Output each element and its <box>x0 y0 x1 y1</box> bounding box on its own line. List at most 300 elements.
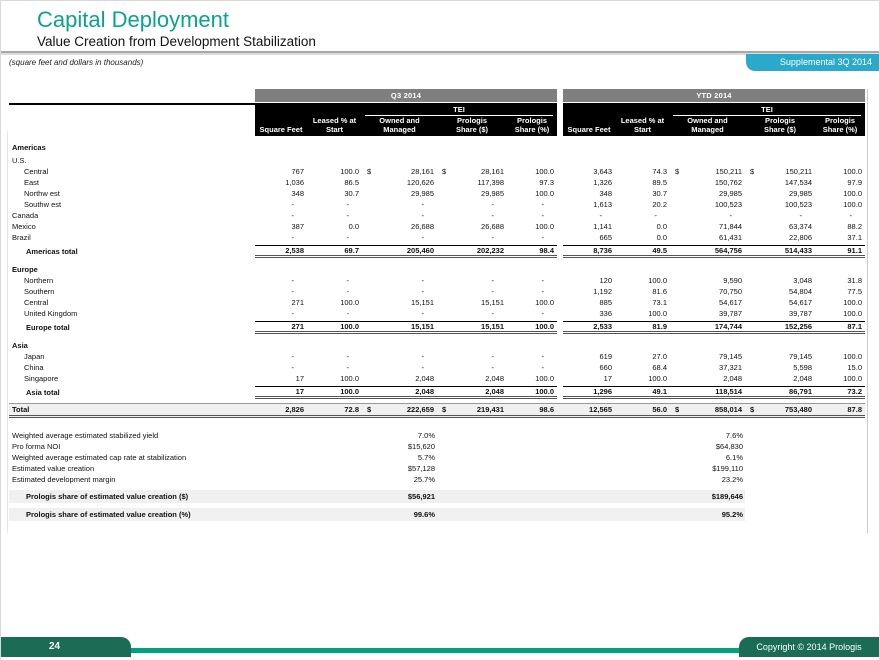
cell-q3-owned: - <box>421 200 424 209</box>
cell-ytd-owned: 100,523 <box>714 200 742 209</box>
group-bars <box>9 89 865 102</box>
cell-ytd-leased: 0.0 <box>656 222 667 231</box>
cell-ytd-share-percent: 37.1 <box>847 233 862 242</box>
tei-header: TEI <box>673 105 861 116</box>
cell-q3-owned: - <box>421 363 424 372</box>
column-header-band <box>9 103 865 136</box>
cell-ytd-share-percent: 97.9 <box>847 178 862 187</box>
table-row <box>9 308 865 319</box>
metric-row <box>9 441 745 452</box>
cell-q3-share-dollars: 2,048 <box>485 374 504 383</box>
table-body <box>9 142 865 418</box>
row-label: Northern <box>24 276 54 285</box>
cell-q3-square-feet: 271 <box>255 321 307 334</box>
cell-ytd-owned: 39,787 <box>719 309 742 318</box>
col-header-line: Managed <box>691 124 724 134</box>
cell-ytd-square-feet: 2,533 <box>563 321 615 334</box>
cell-q3-square-feet: 767 <box>291 167 304 176</box>
cell-ytd-owned: 71,844 <box>719 222 742 231</box>
col-header-line: Square Feet <box>259 124 303 134</box>
metric-q3-value: $56,921 <box>407 492 435 501</box>
metric-ytd-value: $199,110 <box>712 464 743 473</box>
table-header <box>9 89 865 136</box>
cell-ytd-share-dollars: 39,787 <box>789 309 812 318</box>
cell-q3-share-percent: - <box>541 363 544 372</box>
supplemental-ribbon: Supplemental 3Q 2014 <box>746 54 879 71</box>
metric-label: Estimated development margin <box>12 475 116 484</box>
cell-q3-owned: - <box>421 276 424 285</box>
cell-q3-leased: - <box>346 200 349 209</box>
row-label: Total <box>12 405 30 414</box>
metric-row <box>9 508 745 521</box>
cell-ytd-square-feet: - <box>599 211 602 220</box>
cell-ytd-share-dollars: 514,433 <box>745 245 815 258</box>
cell-ytd-owned: 9,590 <box>723 276 742 285</box>
cell-ytd-share-percent: 100.0 <box>843 200 862 209</box>
cell-q3-share-dollars: 117,398 <box>477 178 504 187</box>
cell-q3-square-feet: 2,826 <box>285 405 304 414</box>
metrics-body <box>9 430 865 521</box>
cell-ytd-square-feet: 1,296 <box>563 386 615 399</box>
metric-label: Weighted average estimated stabilized yield <box>12 431 159 440</box>
table-row <box>9 166 865 177</box>
cell-ytd-leased: 27.0 <box>652 352 667 361</box>
cell-ytd-share-percent: 100.0 <box>843 352 862 361</box>
tei-header: TEI <box>365 105 553 116</box>
row-label: East <box>24 178 40 187</box>
cell-ytd-owned: 70,750 <box>719 287 742 296</box>
cell-q3-owned: 29,985 <box>411 189 434 198</box>
cell-q3-owned <box>362 405 437 414</box>
cell-q3-owned: - <box>421 233 424 242</box>
header-divider <box>1 51 880 53</box>
cell-q3-square-feet: - <box>291 211 294 220</box>
cell-q3-share-dollars: - <box>491 352 494 361</box>
col-header-line: Start <box>325 124 344 134</box>
cell-ytd-square-feet: 665 <box>599 233 612 242</box>
col-header-line: Prologis <box>456 116 487 125</box>
group-bar-q3: Q3 2014 <box>255 89 557 102</box>
page-title: Capital Deployment <box>37 7 229 32</box>
cell-q3-share-dollars: 15,151 <box>481 298 504 307</box>
cell-ytd-share-percent: 87.8 <box>847 405 862 414</box>
table-row <box>9 275 865 286</box>
cell-ytd-share-dollars: 63,374 <box>789 222 812 231</box>
dollar-sign: $ <box>675 405 680 414</box>
metric-q3-value: 25.7% <box>413 475 435 484</box>
row-label: United Kingdom <box>24 309 78 318</box>
cell-ytd-owned: 54,617 <box>719 298 742 307</box>
cell-ytd-share-percent: - <box>849 211 852 220</box>
cell-ytd-leased: 49.5 <box>615 245 670 258</box>
row-label: Northw est <box>24 189 60 198</box>
dollar-sign: $ <box>750 167 755 176</box>
cell-ytd-square-feet: 17 <box>603 374 612 383</box>
cell-ytd-square-feet: 336 <box>599 309 612 318</box>
row-label: U.S. <box>12 156 27 165</box>
cell-q3-owned: 26,688 <box>411 222 434 231</box>
cell-q3-owned: 205,460 <box>362 245 437 258</box>
cell-q3-share-dollars: 202,232 <box>437 245 507 258</box>
cell-ytd-share-dollars <box>745 167 815 176</box>
cell-ytd-square-feet: 1,613 <box>593 200 612 209</box>
group-bar-spacer <box>9 89 255 102</box>
table-row <box>9 142 865 153</box>
left-edge-line <box>7 131 8 533</box>
cell-ytd-share-percent: 91.1 <box>815 245 865 258</box>
cell-q3-square-feet: - <box>291 200 294 209</box>
cell-ytd-square-feet: 120 <box>599 276 612 285</box>
table-row <box>9 221 865 232</box>
cell-ytd-share-dollars: 54,804 <box>789 287 812 296</box>
cell-ytd-square-feet: 3,643 <box>593 167 612 176</box>
col-header-square-feet <box>255 116 307 136</box>
table-row <box>9 340 865 351</box>
metric-ytd-value: 7.6% <box>725 431 743 440</box>
cell-q3-share-dollars: - <box>491 211 494 220</box>
cell-q3-square-feet: - <box>291 287 294 296</box>
cell-value: 219,431 <box>476 405 504 414</box>
cell-ytd-leased: 89.5 <box>652 178 667 187</box>
cell-q3-share-dollars: 15,151 <box>437 321 507 334</box>
cell-q3-share-dollars: - <box>491 309 494 318</box>
table-row <box>9 351 865 362</box>
cell-q3-square-feet: 348 <box>291 189 304 198</box>
col-header-owned <box>362 116 437 136</box>
cell-q3-share-percent: 100.0 <box>535 189 554 198</box>
row-label: Asia total <box>26 388 60 397</box>
cell-q3-leased: 0.0 <box>348 222 359 231</box>
cell-q3-square-feet: 2,538 <box>255 245 307 258</box>
metric-q3-value: 5.7% <box>417 453 435 462</box>
cell-q3-owned: - <box>421 309 424 318</box>
cell-q3-leased: 100.0 <box>340 298 359 307</box>
col-header-line: Start <box>633 124 652 134</box>
row-label: Brazil <box>12 233 31 242</box>
metric-row <box>9 463 745 474</box>
row-label: China <box>24 363 44 372</box>
cell-q3-owned: 15,151 <box>411 298 434 307</box>
table-row <box>9 232 865 243</box>
metric-ytd-value: 95.2% <box>721 510 743 519</box>
cell-ytd-owned: - <box>729 211 732 220</box>
column-labels <box>563 116 865 136</box>
row-label: Canada <box>12 211 39 220</box>
cell-ytd-leased: 73.1 <box>652 298 667 307</box>
cell-q3-share-percent: - <box>541 200 544 209</box>
metric-label: Prologis share of estimated value creation ($) <box>26 492 189 501</box>
cell-q3-owned: 2,048 <box>362 386 437 399</box>
cell-q3-leased: 69.7 <box>307 245 362 258</box>
col-header-leased <box>615 116 670 136</box>
cell-q3-square-feet: 17 <box>295 374 304 383</box>
cell-ytd-leased: 81.6 <box>652 287 667 296</box>
cell-value: 150,211 <box>785 167 812 176</box>
cell-q3-share-dollars: - <box>491 363 494 372</box>
cell-q3-leased: - <box>346 233 349 242</box>
cell-q3-leased: - <box>346 287 349 296</box>
cell-ytd-square-feet: 885 <box>599 298 612 307</box>
dollar-sign: $ <box>442 167 447 176</box>
cell-q3-owned: 15,151 <box>362 321 437 334</box>
cell-q3-share-percent: - <box>541 352 544 361</box>
metric-label: Prologis share of estimated value creation (%) <box>26 510 191 519</box>
cell-q3-leased: - <box>346 309 349 318</box>
row-label: Americas <box>12 143 46 152</box>
cell-ytd-share-dollars: - <box>799 211 802 220</box>
cell-ytd-share-percent: 100.0 <box>843 309 862 318</box>
row-label: Southern <box>24 287 55 296</box>
metric-ytd-value: 6.1% <box>725 453 743 462</box>
metric-ytd-value: 23.2% <box>721 475 743 484</box>
cell-q3-square-feet: - <box>291 276 294 285</box>
cell-ytd-owned: 61,431 <box>719 233 742 242</box>
metric-row <box>9 430 745 441</box>
col-header-line: Managed <box>383 124 416 134</box>
metric-q3-value: 7.0% <box>417 431 435 440</box>
cell-ytd-square-feet: 619 <box>599 352 612 361</box>
cell-ytd-share-percent: 100.0 <box>843 298 862 307</box>
cell-q3-share-dollars: - <box>491 287 494 296</box>
cell-ytd-square-feet: 1,326 <box>593 178 612 187</box>
cell-ytd-square-feet: 660 <box>599 363 612 372</box>
cell-value: 28,161 <box>481 167 504 176</box>
cell-q3-square-feet: - <box>291 363 294 372</box>
cell-q3-share-percent: 100.0 <box>535 298 554 307</box>
cell-ytd-leased: 49.1 <box>615 386 670 399</box>
cell-q3-leased: 100.0 <box>340 374 359 383</box>
cell-q3-leased: 30.7 <box>344 189 359 198</box>
col-header-line: Prologis <box>824 116 855 125</box>
cell-q3-square-feet: 1,036 <box>285 178 304 187</box>
cell-q3-leased: - <box>346 276 349 285</box>
cell-ytd-share-dollars: 147,534 <box>784 178 812 187</box>
row-label: Southw est <box>24 200 62 209</box>
cell-ytd-square-feet: 1,141 <box>593 222 612 231</box>
col-header-leased <box>307 116 362 136</box>
cell-ytd-share-dollars <box>745 405 815 414</box>
cell-ytd-share-dollars: 5,598 <box>793 363 812 372</box>
dollar-sign: $ <box>675 167 680 176</box>
dollar-sign: $ <box>367 167 372 176</box>
page-subtitle: Value Creation from Development Stabilization <box>37 34 316 49</box>
table-row <box>9 373 865 384</box>
cell-ytd-share-dollars: 152,256 <box>745 321 815 334</box>
table-row <box>9 403 865 418</box>
metric-row <box>9 490 745 503</box>
cell-ytd-share-dollars: 3,048 <box>793 276 812 285</box>
col-header-owned <box>670 116 745 136</box>
cell-q3-leased: - <box>346 352 349 361</box>
cell-q3-share-dollars: 2,048 <box>437 386 507 399</box>
cell-q3-owned: 120,626 <box>406 178 434 187</box>
cell-value: 753,480 <box>784 405 812 414</box>
col-header-share-dollars <box>745 116 815 136</box>
cell-value: 222,659 <box>406 405 434 414</box>
cell-q3-share-percent: 98.6 <box>539 405 554 414</box>
cell-ytd-leased: - <box>654 211 657 220</box>
cell-q3-share-dollars <box>437 167 507 176</box>
cell-q3-share-percent: 98.4 <box>507 245 557 258</box>
cell-value: 150,211 <box>715 167 742 176</box>
table-row <box>9 188 865 199</box>
cell-q3-share-dollars: - <box>491 200 494 209</box>
cell-q3-share-dollars: - <box>491 233 494 242</box>
table-row <box>9 210 865 221</box>
table-row <box>9 245 865 258</box>
cell-ytd-owned: 564,756 <box>670 245 745 258</box>
dollar-sign: $ <box>442 405 447 414</box>
cell-ytd-leased: 20.2 <box>652 200 667 209</box>
row-label: Europe total <box>26 323 70 332</box>
col-header-line: Share (%) <box>514 124 550 134</box>
cell-ytd-share-percent: 87.1 <box>815 321 865 334</box>
cell-ytd-leased: 100.0 <box>648 276 667 285</box>
cell-q3-share-percent: 100.0 <box>507 386 557 399</box>
cell-q3-share-percent: 100.0 <box>535 167 554 176</box>
cell-q3-square-feet: - <box>291 309 294 318</box>
cell-ytd-share-dollars: 86,791 <box>745 386 815 399</box>
row-label: Europe <box>12 265 38 274</box>
cell-q3-square-feet: - <box>291 233 294 242</box>
cell-ytd-owned: 29,985 <box>719 189 742 198</box>
page-number: 24 <box>1 637 131 657</box>
cell-q3-owned: - <box>421 211 424 220</box>
col-header-line: Prologis <box>764 116 795 125</box>
row-label: Central <box>24 167 49 176</box>
col-header-line: Share (%) <box>822 124 858 134</box>
cell-q3-share-dollars: 26,688 <box>481 222 504 231</box>
cell-ytd-share-dollars: 2,048 <box>793 374 812 383</box>
row-label: Singapore <box>24 374 59 383</box>
row-label: Mexico <box>12 222 36 231</box>
cell-ytd-owned <box>670 167 745 176</box>
dollar-sign: $ <box>367 405 372 414</box>
cell-ytd-leased: 81.9 <box>615 321 670 334</box>
cell-ytd-share-dollars: 22,806 <box>789 233 812 242</box>
table-row <box>9 199 865 210</box>
value-creation-table <box>9 89 865 521</box>
metric-row <box>9 452 745 463</box>
cell-ytd-share-percent: 15.0 <box>847 363 862 372</box>
row-label: Central <box>24 298 49 307</box>
row-label: Asia <box>12 341 28 350</box>
cell-ytd-share-percent: 73.2 <box>815 386 865 399</box>
cell-ytd-owned: 2,048 <box>723 374 742 383</box>
cell-q3-square-feet: - <box>291 352 294 361</box>
table-row <box>9 386 865 399</box>
cell-ytd-share-percent: 31.8 <box>847 276 862 285</box>
col-header-share-dollars <box>437 116 507 136</box>
col-header-share-percent <box>507 116 557 136</box>
cell-ytd-owned <box>670 405 745 414</box>
label-column-header <box>9 103 255 136</box>
metric-label: Weighted average estimated cap rate at stabilization <box>12 453 187 462</box>
cell-value: 28,161 <box>411 167 434 176</box>
col-header-line: Leased % at <box>312 116 357 125</box>
cell-q3-leased: 86.5 <box>344 178 359 187</box>
cell-q3-owned: - <box>421 287 424 296</box>
cell-ytd-owned: 118,514 <box>670 386 745 399</box>
cell-q3-leased: - <box>346 363 349 372</box>
cell-ytd-share-percent: 77.5 <box>847 287 862 296</box>
col-header-line: Leased % at <box>620 116 665 125</box>
cell-ytd-square-feet: 1,192 <box>593 287 612 296</box>
cell-q3-share-percent: - <box>541 287 544 296</box>
cell-q3-leased: 100.0 <box>307 321 362 334</box>
cell-q3-share-percent: - <box>541 211 544 220</box>
col-header-line: Owned and <box>379 116 420 125</box>
cell-ytd-share-percent: 100.0 <box>843 167 862 176</box>
cell-ytd-share-dollars: 100,523 <box>784 200 812 209</box>
cell-q3-leased: 72.8 <box>344 405 359 414</box>
right-edge-line <box>867 89 868 533</box>
cell-q3-owned <box>362 167 437 176</box>
cell-q3-owned: - <box>421 352 424 361</box>
cell-q3-square-feet: 271 <box>291 298 304 307</box>
cell-ytd-leased: 100.0 <box>648 309 667 318</box>
cell-ytd-leased: 30.7 <box>652 189 667 198</box>
column-labels <box>255 116 557 136</box>
row-label: Americas total <box>26 247 78 256</box>
cell-q3-square-feet: 387 <box>291 222 304 231</box>
row-label: Japan <box>24 352 45 361</box>
table-row <box>9 177 865 188</box>
cell-ytd-share-dollars: 54,617 <box>789 298 812 307</box>
cell-q3-share-percent: - <box>541 309 544 318</box>
cell-ytd-leased: 68.4 <box>652 363 667 372</box>
metric-q3-value: $57,128 <box>407 464 435 473</box>
cell-q3-share-percent: - <box>541 233 544 242</box>
col-header-share-percent <box>815 116 865 136</box>
table-row <box>9 264 865 275</box>
metric-label: Pro forma NOI <box>12 442 61 451</box>
table-row <box>9 286 865 297</box>
cell-q3-leased: 100.0 <box>307 386 362 399</box>
cell-ytd-square-feet: 348 <box>599 189 612 198</box>
cell-q3-share-percent: 100.0 <box>535 374 554 383</box>
cell-q3-share-percent: - <box>541 276 544 285</box>
cell-q3-owned: 2,048 <box>415 374 434 383</box>
cell-ytd-leased: 0.0 <box>656 233 667 242</box>
cell-q3-share-dollars: - <box>491 276 494 285</box>
metric-label: Estimated value creation <box>12 464 95 473</box>
table-row <box>9 297 865 308</box>
cell-ytd-owned: 150,762 <box>714 178 742 187</box>
cell-q3-square-feet: 17 <box>255 386 307 399</box>
cell-value: 858,014 <box>714 405 742 414</box>
group-bar-ytd: YTD 2014 <box>563 89 865 102</box>
cell-ytd-square-feet: 8,736 <box>563 245 615 258</box>
cell-q3-share-percent: 100.0 <box>535 222 554 231</box>
metric-ytd-value: $189,646 <box>711 492 743 501</box>
cell-ytd-share-dollars: 79,145 <box>789 352 812 361</box>
col-header-line: Prologis <box>516 116 547 125</box>
col-header-line: Owned and <box>687 116 728 125</box>
column-headers-q3 <box>255 103 557 136</box>
cell-ytd-owned: 79,145 <box>719 352 742 361</box>
cell-q3-leased: - <box>346 211 349 220</box>
cell-ytd-leased: 56.0 <box>652 405 667 414</box>
dollar-sign: $ <box>750 405 755 414</box>
metric-ytd-value: $64,830 <box>715 442 743 451</box>
cell-ytd-square-feet: 12,565 <box>589 405 612 414</box>
cell-ytd-share-percent: 100.0 <box>843 189 862 198</box>
cell-ytd-owned: 174,744 <box>670 321 745 334</box>
col-header-square-feet <box>563 116 615 136</box>
cell-ytd-leased: 74.3 <box>652 167 667 176</box>
table-row <box>9 155 865 166</box>
